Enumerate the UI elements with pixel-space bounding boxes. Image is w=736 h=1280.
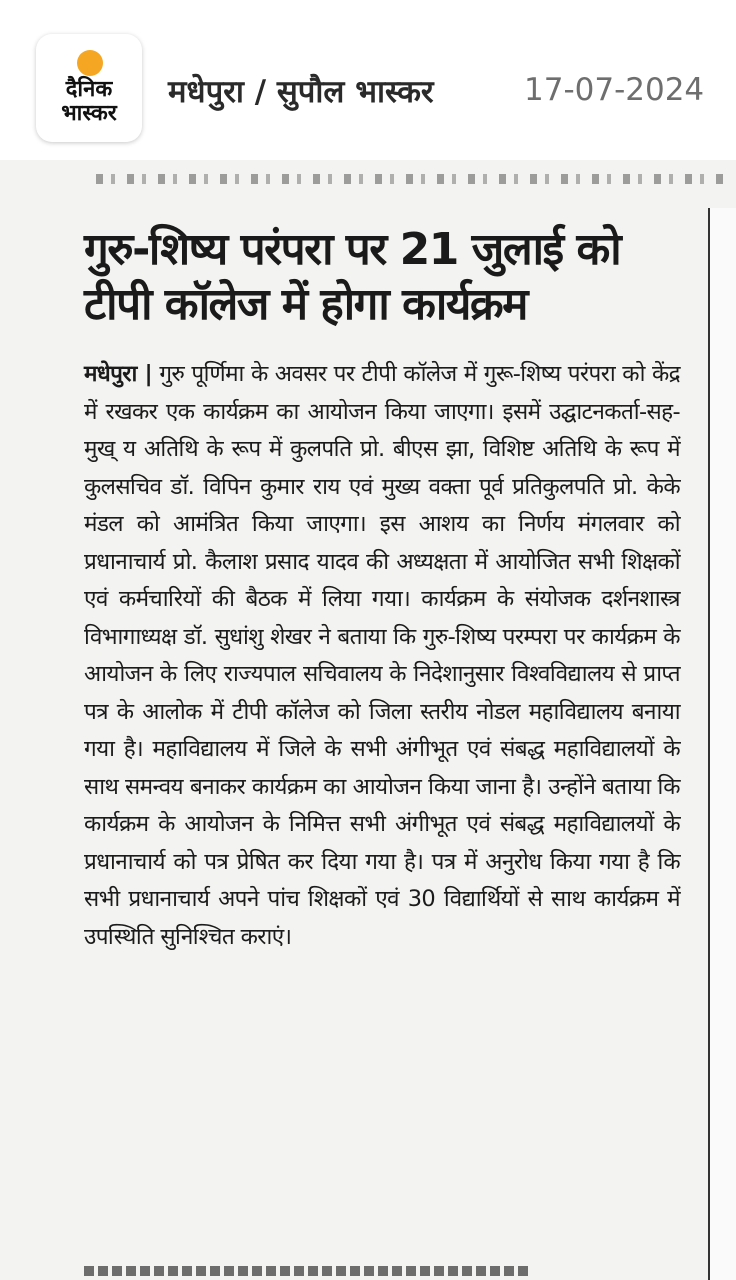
adjacent-column (710, 208, 736, 1280)
logo-text-line2: भास्कर (61, 101, 117, 126)
sun-icon (77, 50, 103, 76)
article-dateline: मधेपुरा | (84, 361, 153, 387)
clipping-bottom-edge (84, 1266, 530, 1276)
edition-title: मधेपुरा / सुपौल भास्कर (168, 74, 434, 110)
dainik-bhaskar-logo[interactable] (36, 34, 142, 142)
newspaper-clipping (0, 160, 736, 1280)
app-header (0, 0, 736, 160)
logo-text-line1: दैनिक (65, 77, 113, 102)
column-rule (708, 208, 710, 1280)
edition-date: 17-07-2024 (524, 72, 705, 108)
article-body-text: गुरु पूर्णिमा के अवसर पर टीपी कॉलेज में गुरू-शिष्य परंपरा को केंद्र में रखकर एक कार्यक्रम का आयोजन किया जाएगा। इसमें उद्घाटनकर्ता-सह-मुख् य अतिथि के रूप में कुलपति प्रो. बीएस झा, विशिष्ट अतिथि के रूप में कुलसचिव डॉ. विपिन कुमार राय एवं मुख्य वक्ता पूर्व प्रतिकुलपति प्रो. केके मंडल को आमंत्रित किया जाएगा। इस आशय का निर्णय मंगलवार को प्रधानाचार्य प्रो. कैलाश प्रसाद यादव की अध्यक्षता में आयोजित सभी शिक्षकों एवं कर्मचारियों की बैठक में लिया गया। कार्यक्रम के संयोजक दर्शनशास्त्र विभागाध्यक्ष डॉ. सुधांशु शेखर ने बताया कि गुरु-शिष्य परम्परा पर कार्यक्रम के आयोजन के लिए राज्यपाल सचिवालय के निदेशानुसार विश्वविद्यालय से प्राप्त पत्र के आलोक में टीपी कॉलेज को जिला स्तरीय नोडल महाविद्यालय बनाया गया है। महाविद्यालय में जिले के सभी अंगीभूत एवं संबद्ध महाविद्यालयों के साथ समन्वय बनाकर कार्यक्रम का आयोजन किया जाना है। उन्होंने बताया कि कार्यक्रम के आयोजन के निमित्त सभी अंगीभूत एवं संबद्ध महाविद्यालयों के प्रधानाचार्य को पत्र प्रेषित कर दिया गया है। पत्र में अनुरोध किया गया है कि सभी प्रधानाचार्य अपने पांच शिक्षकों एवं 30 विद्यार्थियों से साथ कार्यक्रम में उपस्थिति सुनिश्चित कराएं। (84, 361, 680, 950)
article-headline: गुरु-शिष्य परंपरा पर 21 जुलाई को टीपी कॉलेज में होगा कार्यक्रम (84, 224, 621, 330)
article-body (84, 356, 680, 956)
clipping-top-edge (96, 174, 724, 184)
